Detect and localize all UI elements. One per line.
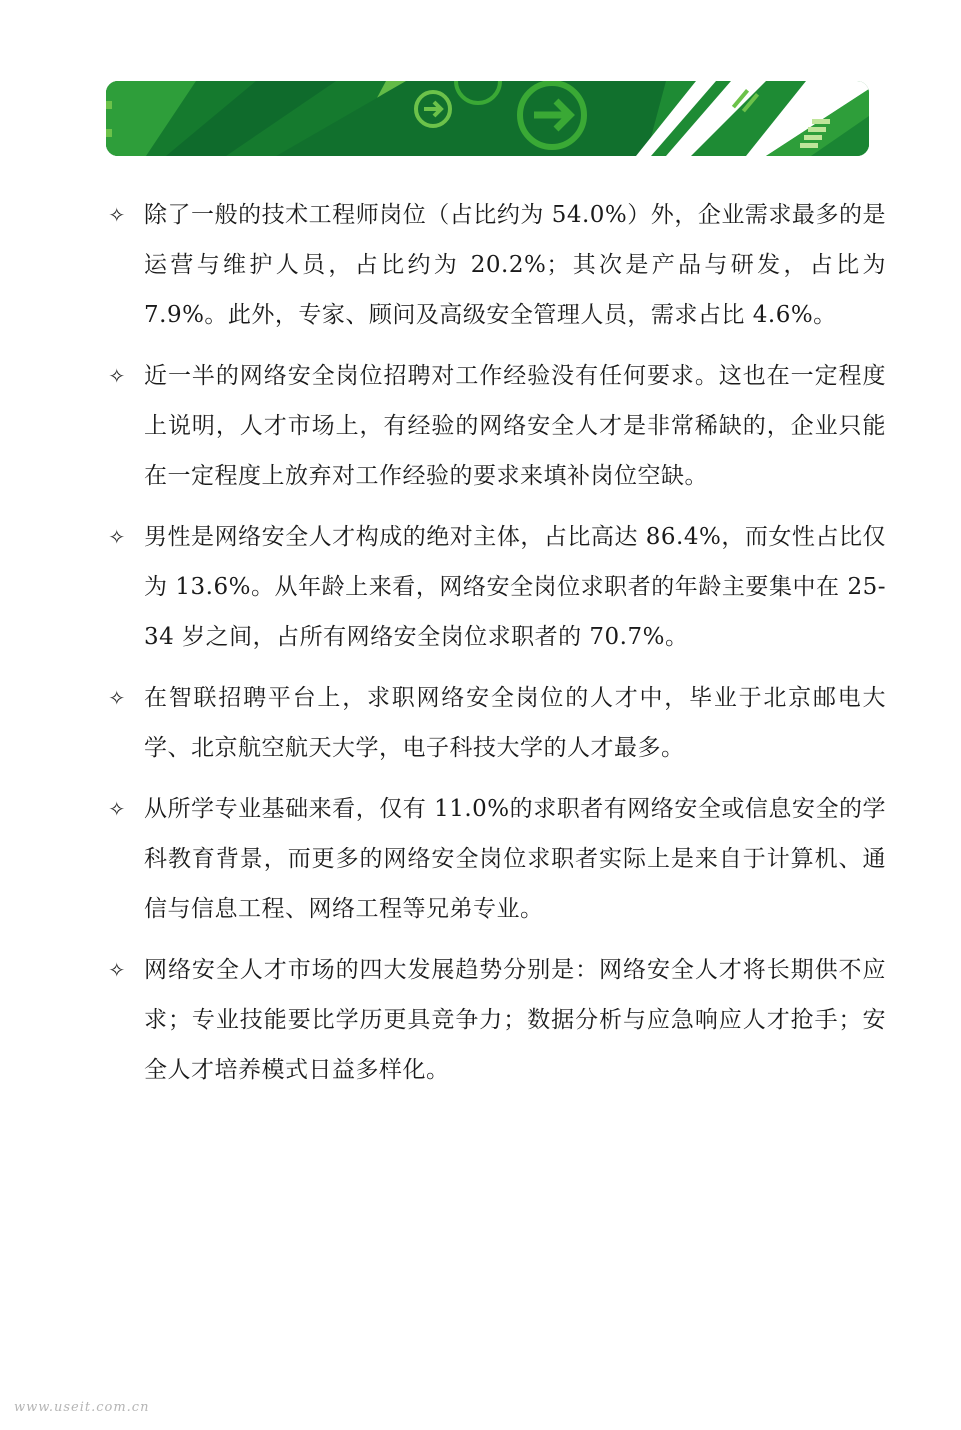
bullet-text: 除了一般的技术工程师岗位（占比约为 54.0%）外，企业需求最多的是运营与维护人员，占比约为 20.2%；其次是产品与研发，占比为 7.9%。此外，专家、顾问及高级安全管理人员，需求占比 4.6%。 bbox=[144, 202, 886, 328]
bullet-text: 网络安全人才市场的四大发展趋势分别是：网络安全人才将长期供不应求；专业技能要比学历更具竞争力；数据分析与应急响应人才抢手；安全人才培养模式日益多样化。 bbox=[144, 957, 886, 1083]
banner-graphic bbox=[106, 81, 869, 156]
bullet-text: 从所学专业基础来看，仅有 11.0%的求职者有网络安全或信息安全的学科教育背景，而更多的网络安全岗位求职者实际上是来自于计算机、通信与信息工程、网络工程等兄弟专业。 bbox=[144, 796, 886, 922]
watermark: www.useit.com.cn bbox=[14, 1400, 150, 1415]
list-item bbox=[106, 945, 886, 1095]
bullet-text: 男性是网络安全人才构成的绝对主体，占比高达 86.4%，而女性占比仅为 13.6%。从年龄上来看，网络安全岗位求职者的年龄主要集中在 25-34 岁之间，占所有网络安全岗位求职者的 70.7%。 bbox=[144, 524, 886, 650]
bullet-text: 在智联招聘平台上，求职网络安全岗位的人才中，毕业于北京邮电大学、北京航空航天大学，电子科技大学的人才最多。 bbox=[144, 685, 886, 761]
diamond-bullet-icon: ✧ bbox=[108, 364, 126, 388]
list-item bbox=[106, 190, 886, 340]
header-banner bbox=[106, 81, 869, 156]
diamond-bullet-icon: ✧ bbox=[108, 203, 126, 227]
diamond-bullet-icon: ✧ bbox=[108, 525, 126, 549]
list-item bbox=[106, 351, 886, 501]
diamond-bullet-icon: ✧ bbox=[108, 797, 126, 821]
list-item bbox=[106, 512, 886, 662]
bullet-list bbox=[106, 190, 886, 1106]
bullet-text: 近一半的网络安全岗位招聘对工作经验没有任何要求。这也在一定程度上说明，人才市场上，有经验的网络安全人才是非常稀缺的，企业只能在一定程度上放弃对工作经验的要求来填补岗位空缺。 bbox=[144, 363, 886, 489]
list-item bbox=[106, 673, 886, 773]
list-item bbox=[106, 784, 886, 934]
diamond-bullet-icon: ✧ bbox=[108, 958, 126, 982]
diamond-bullet-icon: ✧ bbox=[108, 686, 126, 710]
